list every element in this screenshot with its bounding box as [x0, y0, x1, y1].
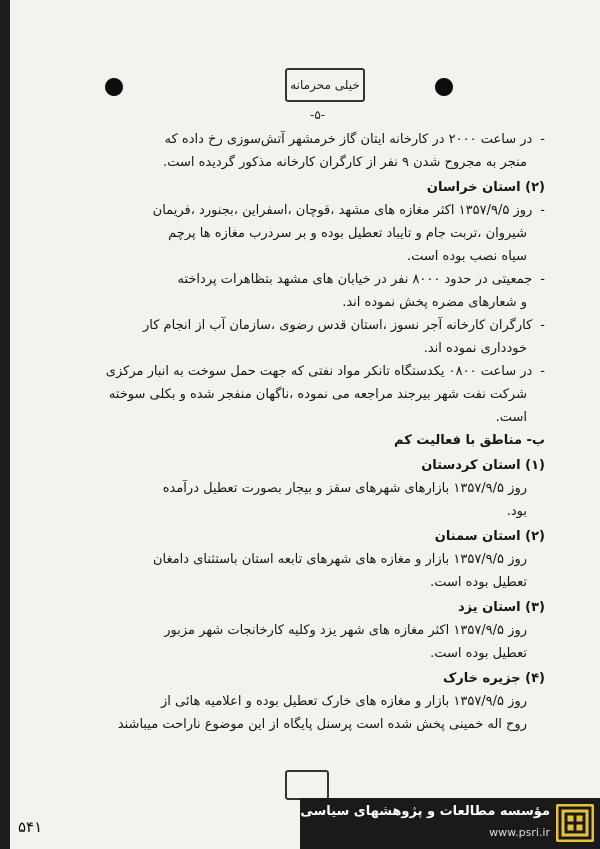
document-line-text: (۲) استان سمنان [434, 529, 545, 544]
document-line [75, 667, 545, 690]
document-line [75, 245, 545, 268]
document-line [75, 291, 545, 314]
document-line-text: ب- مناطق با فعالیت کم [394, 433, 545, 448]
document-line-text: روز ۱۳۵۷/۹/۵ بازارهای شهرهای سقز و بیجار بصورت تعطیل درآمده [162, 481, 527, 496]
document-line [75, 199, 545, 222]
document-line [75, 548, 545, 571]
document-line [75, 596, 545, 619]
document-line [75, 690, 545, 713]
org-url: www.psri.ir [489, 826, 550, 839]
bullet-dash: - [540, 364, 545, 379]
document-line [75, 383, 545, 406]
document-line-text: (۲) استان خراسان [426, 180, 545, 195]
document-line-text: جمعیتی در حدود ۸۰۰۰ نفر در خیابان های مشهد بتظاهرات پرداخته [177, 272, 533, 287]
document-line-text: تعطیل بوده است. [430, 646, 527, 661]
document-line-text: روز ۱۳۵۷/۹/۵ بازار و مغازه های خارک تعطیل بوده و اعلامیه هائی از [161, 694, 527, 709]
document-line [75, 128, 545, 151]
punch-hole-left [105, 78, 123, 96]
document-line [75, 337, 545, 360]
bullet-dash: - [540, 272, 545, 287]
document-line-text: شرکت نفت شهر بیرجند مراجعه می نموده ،ناگهان منفجر شده و بکلی سوخته [108, 387, 527, 402]
document-line-text: در ساعت ۰۸۰۰ یکدستگاه تانکر مواد نفتی که جهت حمل سوخت به انبار مرکزی [105, 364, 533, 379]
document-line [75, 151, 545, 174]
document-line-text: روز ۱۳۵۷/۹/۵ اکثر مغازه های مشهد ،قوچان ،اسفراین ،بجنورد ،فریمان [152, 203, 533, 218]
document-line-text: تعطیل بوده است. [430, 575, 527, 590]
bullet-dash: - [540, 132, 545, 147]
document-line-text: روز ۱۳۵۷/۹/۵ بازار و مغازه های شهرهای تابعه استان باستثنای دامغان [152, 552, 527, 567]
page-number: -۵- [310, 108, 326, 122]
document-line [75, 268, 545, 291]
document-line [75, 713, 545, 736]
document-line-text: منجر به مجروح شدن ۹ نفر از کارگران کارخانه مذکور گردیده است. [163, 155, 527, 170]
document-line-text: در ساعت ۲۰۰۰ در کارخانه ایتان گاز خرمشهر آتش‌سوزی رخ داده که [164, 132, 533, 147]
document-line-text: است. [495, 410, 527, 425]
document-line [75, 642, 545, 665]
classification-stamp: خیلی محرمانه [285, 68, 365, 102]
document-line [75, 571, 545, 594]
document-line [75, 500, 545, 523]
document-line-text: و شعارهای مضره پخش نموده اند. [342, 295, 527, 310]
document-line-text: روح اله خمینی پخش شده است پرسنل پایگاه از این موضوع ناراحت میباشند [117, 717, 527, 732]
bullet-dash: - [540, 203, 545, 218]
punch-hole-right [435, 78, 453, 96]
document-line [75, 525, 545, 548]
document-line-text: (۱) استان کردستان [421, 458, 545, 473]
bottom-stamp [285, 770, 329, 800]
document-line-text: بود. [506, 504, 527, 519]
bullet-dash: - [540, 318, 545, 333]
document-line [75, 619, 545, 642]
document-line-text: روز ۱۳۵۷/۹/۵ اکثر مغازه های شهر یزد وکلیه کارخانجات شهر مزبور [164, 623, 527, 638]
document-line [75, 314, 545, 337]
document-line-text: خودداری نموده اند. [423, 341, 527, 356]
document-line [75, 429, 545, 452]
document-line-text: (۳) استان یزد [457, 600, 545, 615]
document-line-text: (۴) جزیره خارک [442, 671, 545, 686]
document-line [75, 454, 545, 477]
document-line-text: کارگران کارخانه آجر نسوز ،استان قدس رضوی ،سازمان آب از انجام کار [143, 318, 533, 333]
sheet-number: ۵۴۱ [18, 818, 43, 836]
publisher-watermark [300, 798, 600, 849]
document-line [75, 406, 545, 429]
document-line [75, 222, 545, 245]
document-page [10, 0, 600, 849]
document-line [75, 176, 545, 199]
org-name: مؤسسه مطالعات و پژوهشهای سیاسی [300, 804, 550, 819]
logo-icon [556, 804, 594, 842]
document-line [75, 360, 545, 383]
document-line-text: سیاه نصب بوده است. [407, 249, 527, 264]
document-line-text: شیروان ،تربت جام و تایباد تعطیل بوده و بر سردرب مغازه ها پرچم [168, 226, 527, 241]
document-body [75, 128, 545, 736]
document-line [75, 477, 545, 500]
